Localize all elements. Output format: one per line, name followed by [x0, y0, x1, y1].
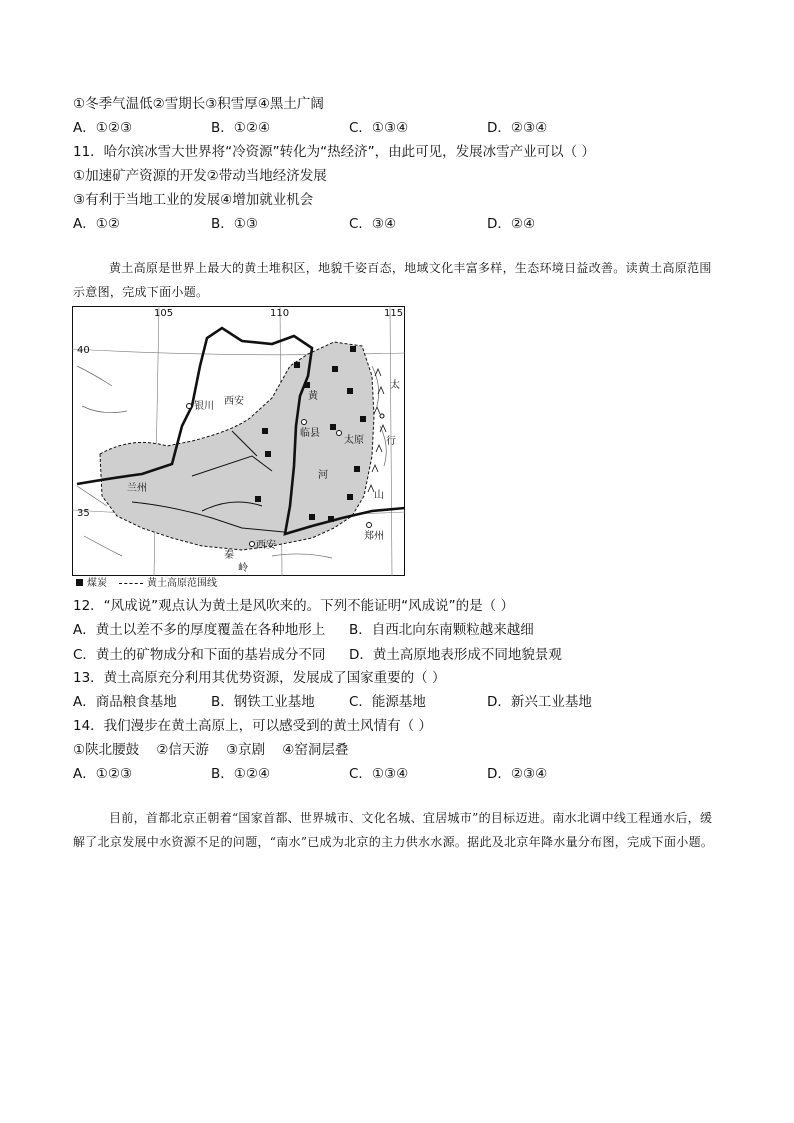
q12-option-c[interactable]: C．黄土的矿物成分和下面的基岩成分不同 [73, 647, 326, 663]
q10-option-a[interactable]: A．①②③ [73, 120, 133, 136]
q13-option-d[interactable]: D．新兴工业基地 [487, 694, 592, 710]
coal-marker [350, 346, 356, 352]
city-marker-yinchuan [187, 404, 192, 409]
intro2-text: 目前，首都北京正朝着“国家首都、世界城市、文化名城、宜居城市”的目标迈进。南水北调中线工程通水后，缓解了北京发展中水资源不足的问题，“南水”已成为北京的主力供水水源。据此及北京年降水量分布图，完成下面小题。 [73, 811, 714, 849]
boundary-legend-icon [119, 583, 143, 584]
q10-option-d[interactable]: D．②③④ [487, 120, 548, 136]
q11-option-b[interactable]: B．①③ [211, 216, 258, 232]
label-taiyuan: 太原 [344, 435, 364, 446]
coal-marker [304, 382, 310, 388]
q11-option-a[interactable]: A．①② [73, 216, 120, 232]
q10-option-c[interactable]: C．①③④ [349, 120, 409, 136]
q13-option-a[interactable]: A．商品粮食基地 [73, 694, 177, 710]
coal-marker [360, 416, 366, 422]
q13-stem: 13．黄土高原充分利用其优势资源，发展成了国家重要的（ ） [73, 670, 446, 686]
coal-marker [262, 428, 268, 434]
q11-option-c[interactable]: C．③④ [349, 216, 397, 232]
lon-115: 115 [384, 308, 404, 319]
label-xian-upper: 西安 [224, 396, 244, 407]
q11-line2: ③有利于当地工业的发展④增加就业机会 [73, 192, 314, 208]
loess-plateau-map [72, 306, 405, 576]
coal-marker [347, 388, 353, 394]
label-qin: 秦 [224, 550, 234, 561]
label-zhengzhou: 郑州 [364, 531, 384, 542]
coal-marker [332, 366, 338, 372]
coal-legend-icon [76, 579, 83, 586]
q12-stem: 12．“风成说”观点认为黄土是风吹来的。下列不能证明“风成说”的是（ ） [73, 598, 514, 614]
q14-option-c[interactable]: C．①③④ [349, 766, 409, 782]
label-yinchuan: 银川 [194, 401, 214, 412]
q12-option-b[interactable]: B．自西北向东南颗粒越来越细 [349, 622, 534, 638]
coal-marker [347, 494, 353, 500]
lon-105: 105 [154, 308, 174, 319]
city-marker-linxian [302, 420, 307, 425]
q13-option-b[interactable]: B．钢铁工业基地 [211, 694, 315, 710]
q10-statement: ①冬季气温低②雪期长③积雪厚④黑土广阔 [73, 96, 324, 112]
label-hang: 行 [386, 436, 396, 447]
q12-option-a[interactable]: A．黄土以差不多的厚度覆盖在各种地形上 [73, 622, 326, 638]
city-marker-hebei [380, 414, 384, 418]
q11-stem: 11．哈尔滨冰雪大世界将“冷资源”转化为“热经济”，由此可见，发展冰雪产业可以（ ） [73, 144, 595, 160]
intro-paragraph-loess [73, 256, 723, 304]
coal-marker [294, 362, 300, 368]
label-huang: 黄 [308, 391, 318, 402]
city-marker-taiyuan [337, 431, 342, 436]
label-lanzhou: 兰州 [127, 483, 147, 494]
q14-stem: 14．我们漫步在黄土高原上，可以感受到的黄土风情有（ ） [73, 718, 432, 734]
q10-option-b[interactable]: B．①②④ [211, 120, 271, 136]
coal-marker [330, 424, 336, 430]
intro-text: 黄土高原是世界上最大的黄土堆积区，地貌千姿百态，地域文化丰富多样，生态环境日益改善。读黄土高原范围示意图，完成下面小题。 [73, 261, 712, 299]
label-xian-city: 西安 [256, 540, 276, 551]
coal-marker [328, 516, 334, 522]
label-he: 河 [318, 470, 328, 481]
coal-marker [265, 451, 271, 457]
legend-coal: 煤炭 [87, 578, 107, 589]
q11-line1: ①加速矿产资源的开发②带动当地经济发展 [73, 168, 327, 184]
label-ling: 岭 [238, 563, 248, 574]
label-linxian: 临县 [300, 428, 320, 439]
q11-option-d[interactable]: D．②④ [487, 216, 536, 232]
city-marker-xian [250, 542, 255, 547]
q14-option-b[interactable]: B．①②④ [211, 766, 271, 782]
coal-marker [255, 496, 261, 502]
lon-110: 110 [270, 308, 290, 319]
map-legend [76, 578, 217, 590]
lat-40: 40 [77, 345, 90, 356]
coal-marker [309, 514, 315, 520]
q12-option-d[interactable]: D．黄土高原地表形成不同地貌景观 [349, 647, 562, 663]
label-tai: 太 [390, 380, 400, 391]
q14-option-a[interactable]: A．①②③ [73, 766, 133, 782]
q14-statement: ①陕北腰鼓 ②信天游 ③京剧 ④窑洞层叠 [73, 742, 349, 758]
label-shan: 山 [374, 490, 384, 501]
coal-marker [354, 466, 360, 472]
legend-boundary: 黄土高原范围线 [147, 578, 217, 589]
q13-option-c[interactable]: C．能源基地 [349, 694, 426, 710]
lat-35: 35 [77, 508, 90, 519]
intro-paragraph-beijing [73, 806, 723, 854]
city-marker-zhengzhou [367, 523, 372, 528]
q14-option-d[interactable]: D．②③④ [487, 766, 548, 782]
